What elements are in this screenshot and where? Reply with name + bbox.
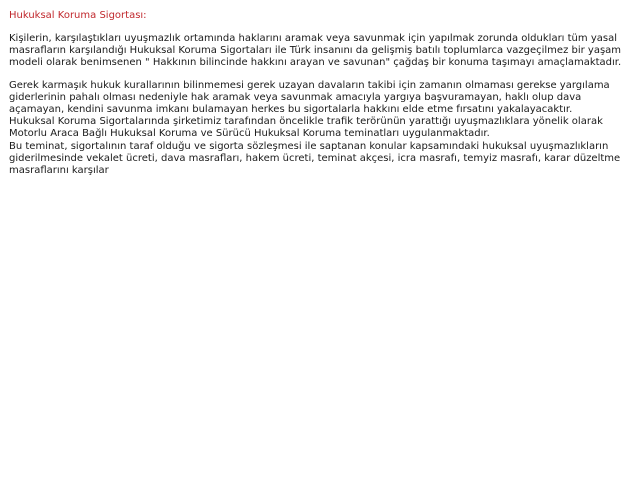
- paragraph-reasons: Gerek karmaşık hukuk kurallarının bilinmemesi gerek uzayan davaların takibi için zamanın olmaması gerekse yargılama giderlerinin pahalı olması nedeniyle hak aramak veya savunmak amacıyla yargıya başvuramayan, haklı olup dava açamayan, kendini savunma imkanı bulamayan herkes bu sigortalarla hakkını elde etme fırsatını yakalayacaktır.: [9, 79, 610, 116]
- document-content: [9, 10, 633, 177]
- paragraph-expenses: Bu teminat, sigortalının taraf olduğu ve sigorta sözleşmesi ile saptanan konular kapsamındaki hukuksal uyuşmazlıkların giderilmesinde vekalet ücreti, dava masrafları, hakem ücreti, teminat akçesi, icra masrafı, temyiz masrafı, karar düzeltme masraflarını karşılar: [9, 140, 621, 177]
- paragraph-coverage: Hukuksal Koruma Sigortalarında şirketimiz tarafından öncelikle trafik terörünün yarattığı uyuşmazlıklara yönelik olarak Motorlu Araca Bağlı Hukuksal Koruma ve Sürücü Hukuksal Koruma teminatları uygulanmaktadır.: [9, 116, 603, 140]
- page-title: Hukuksal Koruma Sigortası:: [9, 10, 147, 21]
- paragraph-intro: Kişilerin, karşılaştıkları uyuşmazlık ortamında haklarını aramak veya savunmak için yapılmak zorunda oldukları tüm yasal masrafların karşılandığı Hukuksal Koruma Sigortaları ile Türk insanını da gelişmiş batılı toplumlarca vazgeçilmez bir yaşam modeli olarak benimsenen " Hakkının bilincinde hakkını arayan ve savunan" çağdaş bir konuma taşımayı amaçlamaktadır.: [9, 33, 622, 69]
